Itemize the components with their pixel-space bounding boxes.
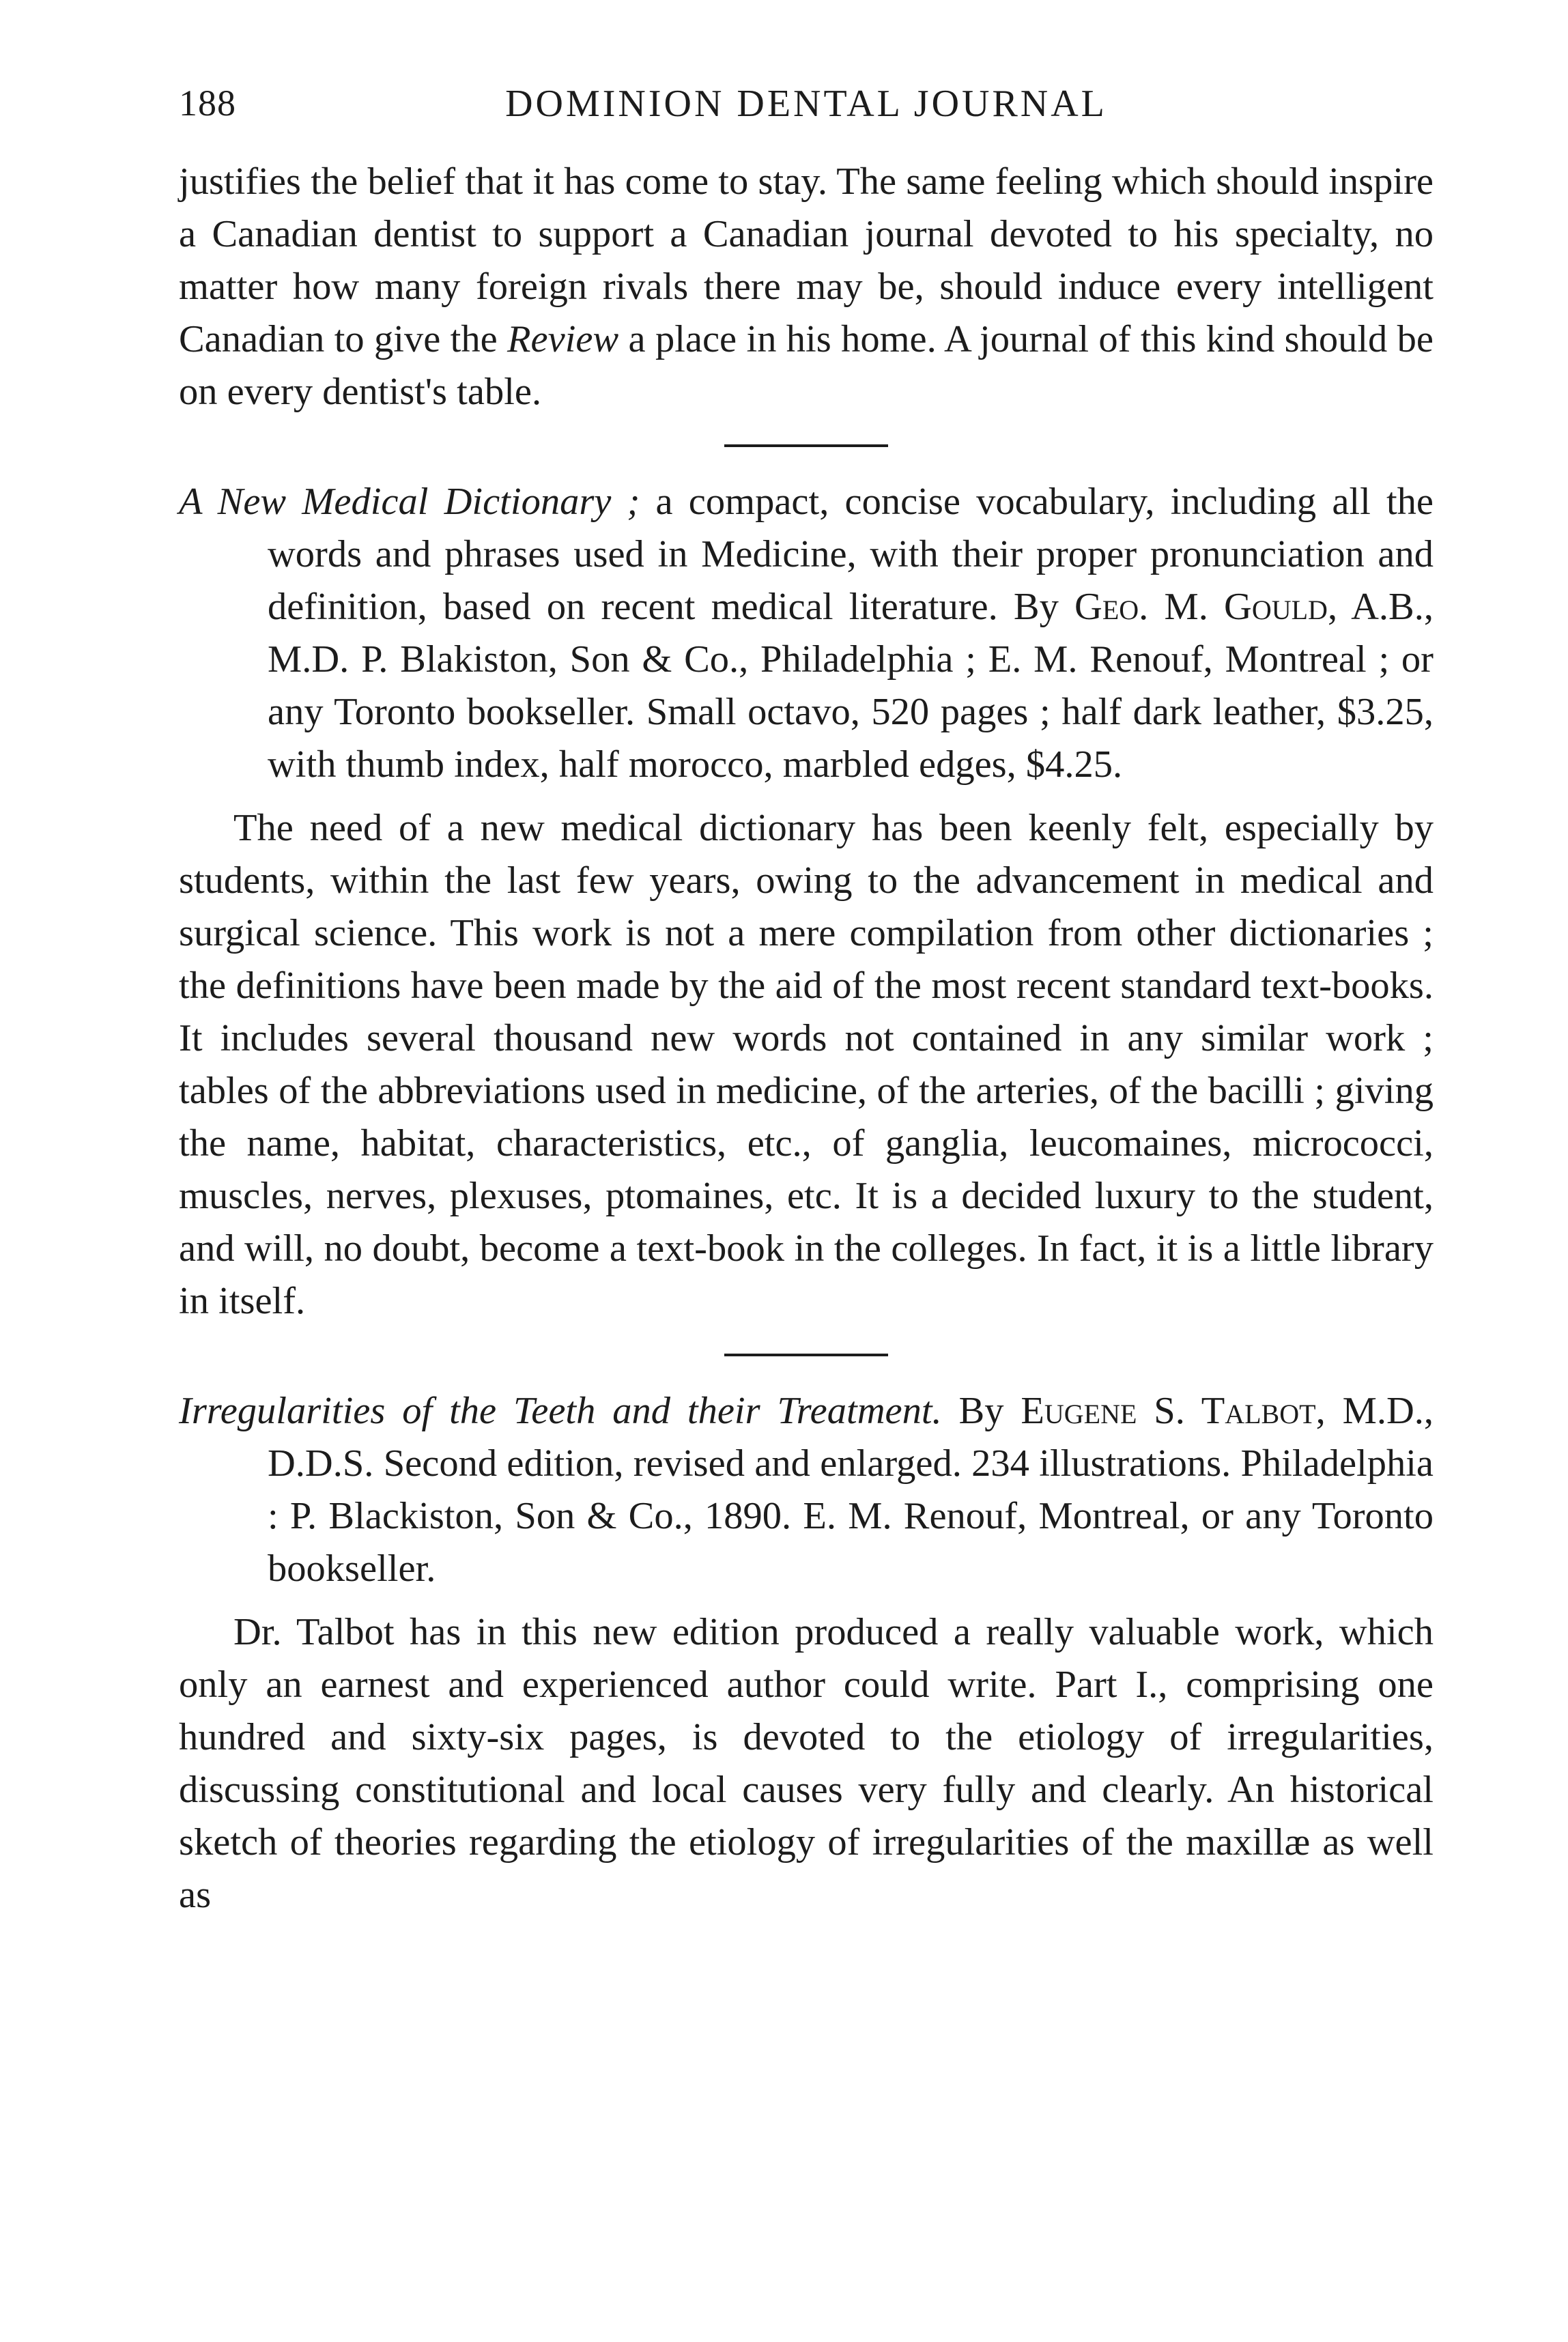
- section-divider: [724, 1354, 888, 1356]
- review-journal-name: Review: [507, 318, 619, 360]
- dictionary-citation: [179, 476, 1434, 791]
- dictionary-title: A New Medical Dictionary ;: [179, 481, 640, 523]
- dictionary-review-body: The need of a new medical dictionary has been keenly felt, especially by students, within the last few years, owing to the advancement in medical and surgical science. This work is not a mere compilation from other dictionaries ; the definitions have been made by the aid of the most recent standard text-books. It includes several thousand new words not contained in any similar work ; tables of the abbreviations used in medicine, of the arteries, of the bacilli ; giving the name, habitat, characteristics, etc., of ganglia, leucomaines, micrococci, muscles, nerves, plexuses, ptomaines, etc. It is a decided luxury to the student, and will, no doubt, become a text-book in the colleges. In fact, it is a little library in itself.: [179, 807, 1434, 1322]
- irregularities-citation-text: , M.D., D.D.S. Second edition, revised and enlarged. 234 illustrations. Philadelphia : P. Blackiston, Son & Co., 1890. E. M. Renouf, Montreal, or any Toronto bookseller.: [268, 1390, 1434, 1590]
- irregularities-citation: [179, 1385, 1434, 1595]
- irregularities-title: Irregularities of the Teeth and their Treatment.: [179, 1390, 942, 1432]
- irregularities-author: Eugene S. Talbot: [1021, 1390, 1316, 1432]
- spacer: [179, 791, 1434, 802]
- journal-page: [179, 82, 1434, 1922]
- page-header: [179, 82, 1434, 156]
- spacer: [179, 1595, 1434, 1606]
- dictionary-citation-text-2: , A.B., M.D. P. Blakiston, Son & Co., Philadelphia ; E. M. Renouf, Montreal ; or any Toronto bookseller. Small octavo, 520 pages ; half dark leather, $3.25, with thumb index, half morocco, marbled edges, $4.25.: [268, 586, 1434, 786]
- page-number: 188: [179, 83, 236, 124]
- section-divider: [724, 444, 888, 447]
- running-title: DOMINION DENTAL JOURNAL: [505, 83, 1107, 125]
- irregularities-review-body: Dr. Talbot has in this new edition produced a really valuable work, which only an earnest and experienced author could write. Part I., comprising one hundred and sixty-six pages, is devoted to the etiology of irregularities, discussing constitutional and local causes very fully and clearly. An historical sketch of theories regarding the etiology of irregularities of the maxillæ as well as: [179, 1611, 1434, 1916]
- dictionary-citation-text-1: a compact, concise vocabulary, including all the words and phrases used in Medicine, with their proper pronunciation and definition, based on recent medical literature. By: [268, 481, 1434, 628]
- irregularities-citation-pre: By: [941, 1390, 1021, 1432]
- dictionary-author: Geo. M. Gould: [1074, 586, 1328, 628]
- continuation-paragraph: [179, 156, 1434, 418]
- continuation-text-2: a place in his home. A journal of this kind should be on every dentist's table.: [179, 318, 1434, 413]
- continuation-text-1: justifies the belief that it has come to stay. The same feeling which should inspire a Canadian dentist to support a Canadian journal devoted to his specialty, no matter how many foreign rivals there may be, should induce every intelligent Canadian to give the: [179, 160, 1434, 360]
